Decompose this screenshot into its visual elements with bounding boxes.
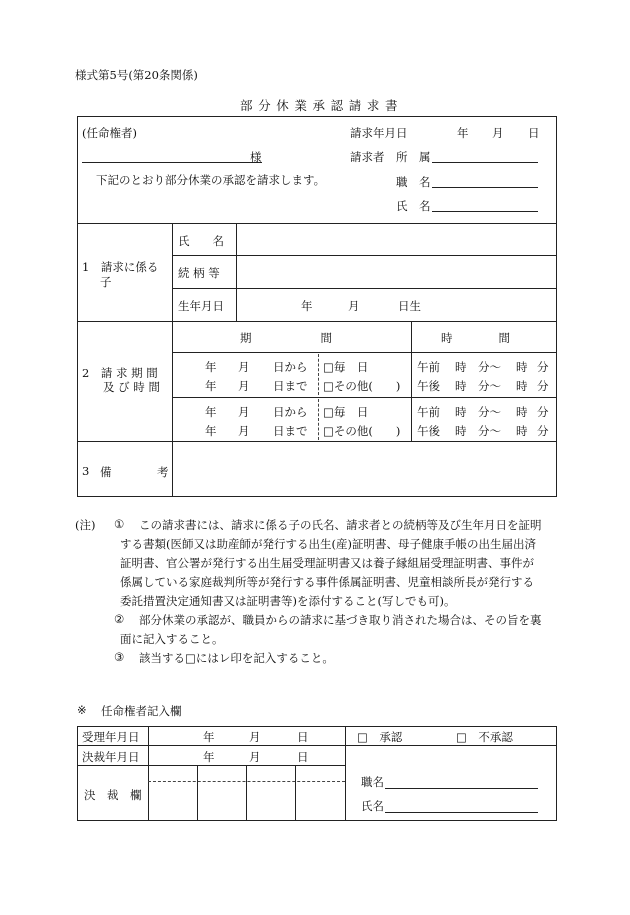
period-row-ji2: 時 — [516, 360, 528, 374]
period-row-ampm: 午後 — [417, 379, 440, 393]
note1-line2: する書類(医師又は助産師が発行する出生(産)証明書、母子健康手帳の出生届出済 — [120, 537, 536, 551]
sama-label: 様 — [250, 150, 262, 164]
period-row-suffix: 日から — [273, 405, 308, 419]
appointer-section-mark: ※ — [77, 703, 87, 717]
request-date-day: 日 — [528, 126, 540, 140]
request-date-label: 請求年月日 — [350, 126, 408, 140]
period-row-tsuki: 月 — [238, 405, 250, 419]
receipt-year: 年 — [203, 730, 215, 744]
name-label: 氏 名 — [396, 199, 431, 213]
approve-checkbox[interactable]: □ 承認 — [357, 730, 403, 744]
affiliation-label: 所 属 — [396, 150, 431, 164]
approver-name-label: 氏名 — [361, 799, 384, 813]
period-row-opt[interactable]: □その他( ) — [323, 424, 401, 438]
period-row-tsuki: 月 — [238, 360, 250, 374]
relation-label: 続 柄 等 — [178, 266, 220, 280]
note1-mark: ① — [114, 517, 125, 531]
appointer-section-heading: 任命権者記入欄 — [101, 704, 182, 718]
requester-label: 請求者 — [350, 150, 385, 164]
period-row-fun-from: 分〜 — [478, 424, 501, 438]
period-row-nen: 年 — [205, 424, 217, 438]
section2-label-2: 及 び 時 間 — [103, 380, 160, 394]
receipt-day: 日 — [297, 730, 309, 744]
period-row-ampm: 午前 — [417, 360, 440, 374]
request-date-year: 年 — [457, 126, 469, 140]
note3-line: 該当する□にはレ印を記入すること。 — [139, 651, 334, 665]
period-row-nen: 年 — [205, 379, 217, 393]
period-row-ampm: 午後 — [417, 424, 440, 438]
period-row-fun-from: 分〜 — [478, 379, 501, 393]
period-header: 期 間 — [240, 331, 332, 345]
birth-day: 日生 — [398, 299, 421, 313]
appointer-label: (任命権者) — [82, 126, 137, 140]
period-row-fun-from: 分〜 — [478, 360, 501, 374]
section1-label-2: 子 — [100, 275, 112, 289]
time-header: 時 間 — [441, 331, 510, 345]
request-date-month: 月 — [492, 126, 504, 140]
note1-line1: この請求書には、請求に係る子の氏名、請求者との続柄等及び生年月日を証明 — [139, 518, 542, 532]
appointer-name-line — [82, 162, 262, 163]
approver-position-line[interactable] — [385, 788, 538, 789]
period-row-fun: 分 — [537, 405, 549, 419]
note3-mark: ③ — [114, 650, 125, 664]
section3-label-b: 考 — [157, 465, 169, 479]
affiliation-line — [432, 162, 538, 163]
position-line — [432, 187, 538, 188]
period-row-fun-from: 分〜 — [478, 405, 501, 419]
decision-year: 年 — [203, 750, 215, 764]
period-row-suffix: 日から — [273, 360, 308, 374]
period-row-suffix: 日まで — [273, 424, 308, 438]
decision-date-label: 決裁年月日 — [82, 750, 140, 764]
period-row-ampm: 午前 — [417, 405, 440, 419]
birth-month: 月 — [348, 299, 360, 313]
section3-number: 3 — [82, 464, 90, 478]
birth-year: 年 — [301, 299, 313, 313]
period-row-nen: 年 — [205, 360, 217, 374]
form-title: 部分休業承認請求書 — [240, 98, 404, 113]
form-number: 様式第5号(第20条関係) — [75, 68, 198, 82]
note2-line1: 部分休業の承認が、職員からの請求に基づき取り消された場合は、その旨を裏 — [139, 613, 542, 627]
period-row-ji2: 時 — [516, 405, 528, 419]
period-row-fun: 分 — [537, 360, 549, 374]
period-row-ji: 時 — [455, 405, 467, 419]
reject-checkbox[interactable]: □ 不承認 — [456, 730, 513, 744]
note2-mark: ② — [114, 612, 125, 626]
note1-line5: 委託措置決定通知書又は証明書等)を添付すること(写しでも可)。 — [120, 594, 456, 608]
period-row-suffix: 日まで — [273, 379, 308, 393]
period-row-ji: 時 — [455, 424, 467, 438]
period-row-tsuki: 月 — [238, 379, 250, 393]
period-row-ji2: 時 — [516, 379, 528, 393]
child-name-label: 氏 名 — [178, 234, 224, 248]
birth-date-label: 生年月日 — [178, 299, 224, 313]
period-row-tsuki: 月 — [238, 424, 250, 438]
period-row-fun: 分 — [537, 379, 549, 393]
receipt-date-label: 受理年月日 — [82, 730, 140, 744]
name-line — [432, 211, 538, 212]
period-row-ji: 時 — [455, 360, 467, 374]
section1-label: 1 請求に係る — [82, 260, 159, 274]
period-row-nen: 年 — [205, 405, 217, 419]
note2-line2: 面に記入すること。 — [120, 632, 224, 646]
decision-day: 日 — [297, 750, 309, 764]
notes-prefix: (注) — [75, 518, 96, 532]
decision-column-label: 決 裁 欄 — [84, 788, 142, 802]
decision-month: 月 — [249, 750, 261, 764]
request-statement: 下記のとおり部分休業の承認を請求します。 — [96, 173, 326, 187]
note1-line3: 証明書、官公署が発行する出生届受理証明書又は養子縁組届受理証明書、事件が — [120, 556, 534, 570]
position-label: 職 名 — [396, 175, 431, 189]
period-row-opt[interactable]: □毎 日 — [323, 405, 369, 419]
period-row-opt[interactable]: □毎 日 — [323, 360, 369, 374]
receipt-month: 月 — [249, 730, 261, 744]
period-row-opt[interactable]: □その他( ) — [323, 379, 401, 393]
period-row-ji: 時 — [455, 379, 467, 393]
note1-line4: 係属している家庭裁判所等が発行する事件係属証明書、児童相談所長が発行する — [120, 575, 534, 589]
period-row-fun: 分 — [537, 424, 549, 438]
approver-name-line[interactable] — [385, 812, 538, 813]
period-row-ji2: 時 — [516, 424, 528, 438]
section2-label: 2 請 求 期 間 — [82, 366, 158, 380]
approver-position-label: 職名 — [361, 775, 384, 789]
section3-label-a: 備 — [100, 465, 112, 479]
